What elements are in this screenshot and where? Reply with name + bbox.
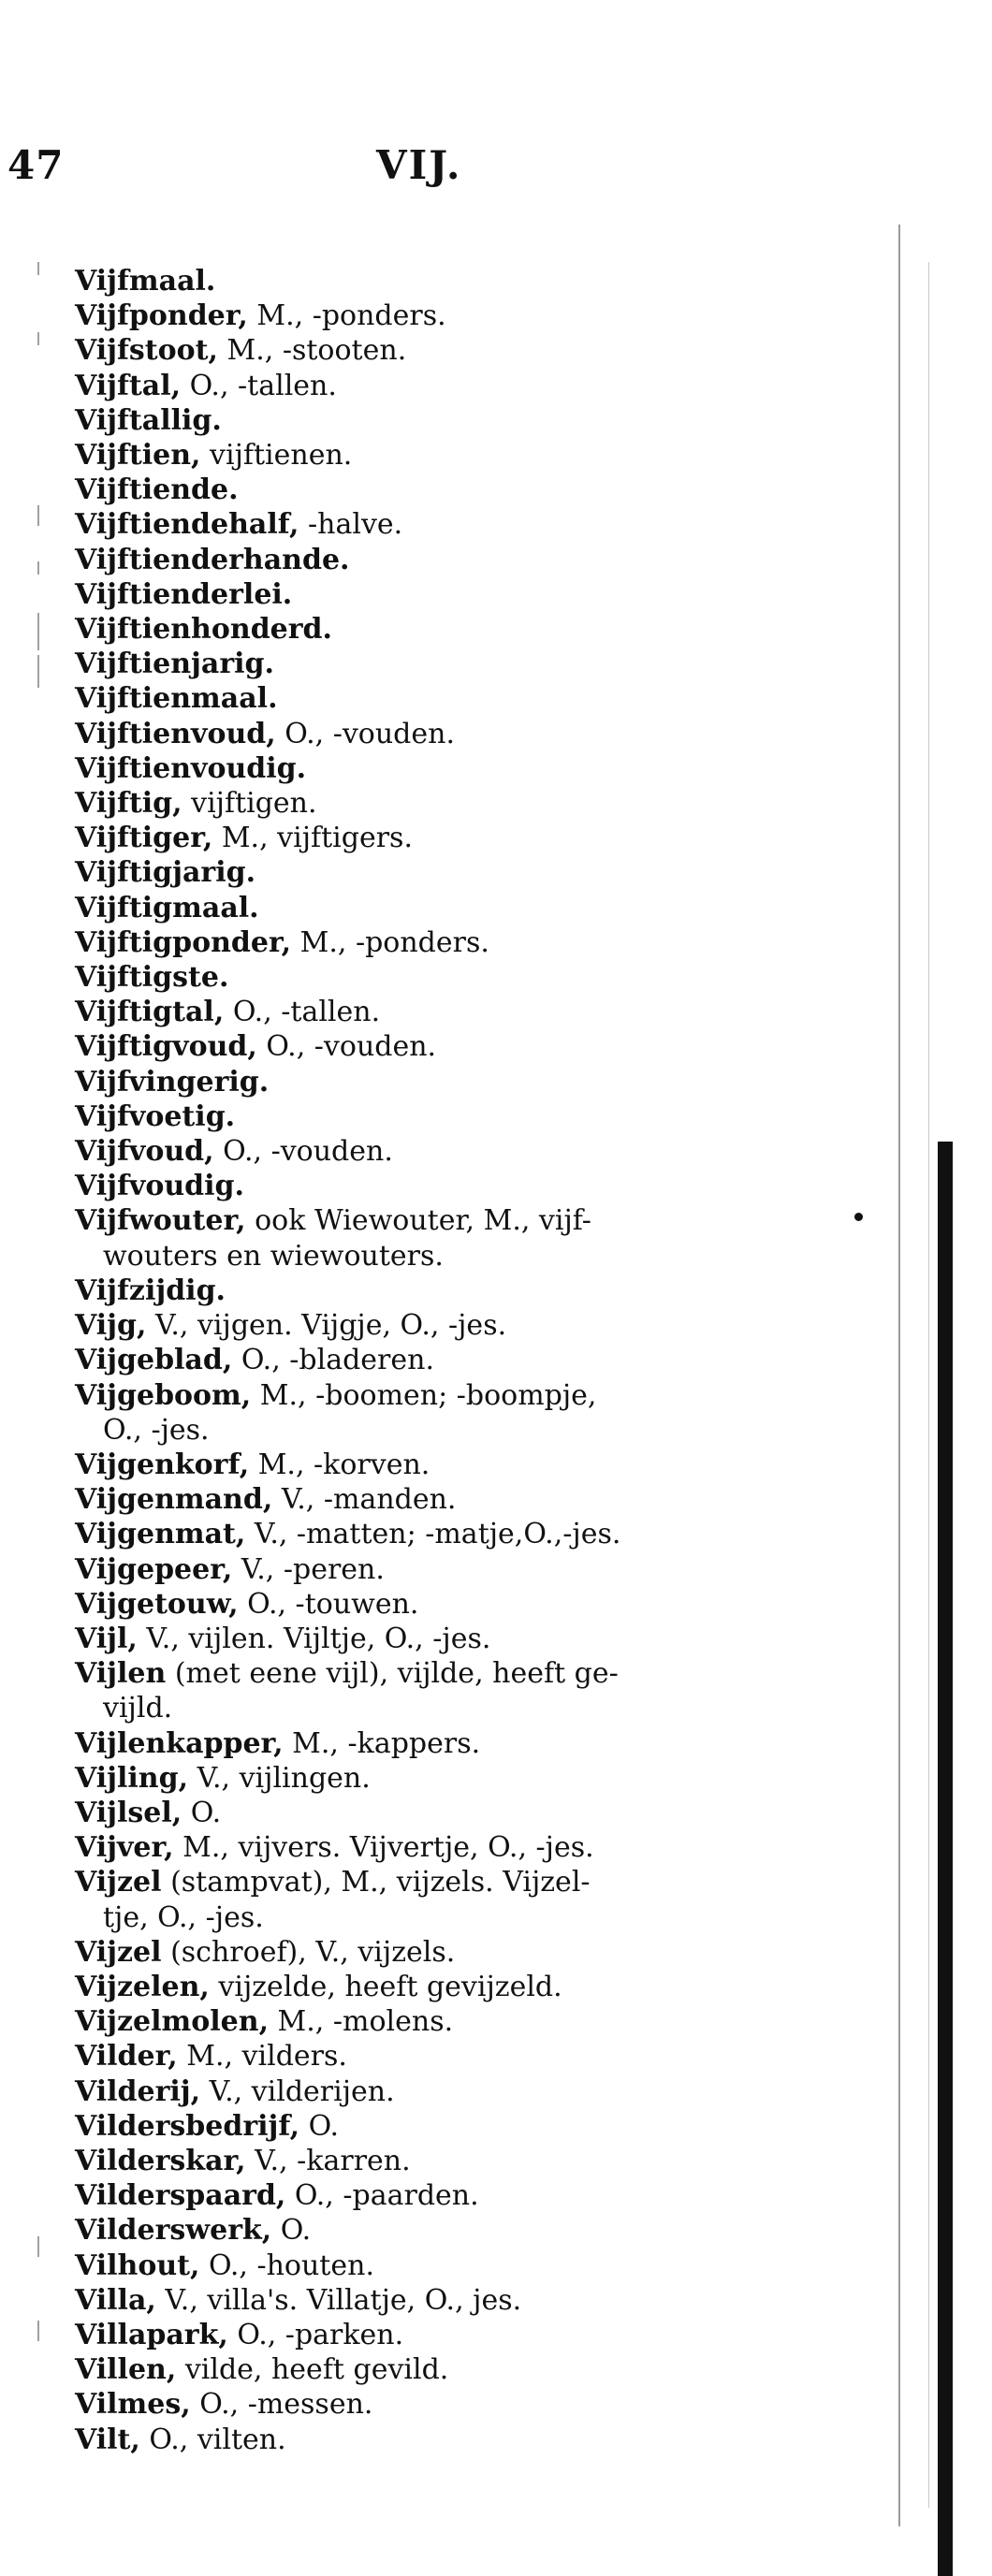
margin-mark [37, 262, 39, 275]
dictionary-entry [75, 1308, 767, 1343]
entry-definition: O., -messen. [190, 2388, 373, 2422]
entry-headword: Vijgenmand, [75, 1483, 273, 1517]
dictionary-entry [75, 438, 767, 473]
entry-headword: Vijgepeer, [75, 1552, 233, 1586]
entry-definition: V., -peren. [232, 1552, 385, 1586]
entry-definition: M., vijftigers. [212, 822, 413, 855]
entry-definition: V., -matten; -matje,O.,-jes. [245, 1518, 621, 1551]
dictionary-entry [75, 264, 767, 298]
entry-headword: Vijgeblad, [75, 1344, 233, 1377]
entry-definition: M., -korven. [249, 1448, 430, 1481]
entry-definition: (schroef), V., vijzels. [161, 1935, 456, 1969]
entry-headword: Vijftallig. [75, 403, 222, 437]
dictionary-entry [75, 333, 767, 368]
dictionary-entry [75, 1552, 767, 1587]
dictionary-entry [75, 2109, 767, 2144]
margin-mark [37, 613, 39, 650]
entry-definition: (met eene vijl), vijlde, heeft ge- [166, 1657, 619, 1691]
dictionary-entry [75, 2074, 767, 2109]
dictionary-entry [75, 1273, 767, 1308]
entry-continuation [75, 1900, 767, 1935]
entry-headword: Vijlsel, [75, 1796, 182, 1829]
entry-headword: Vijzelmolen, [75, 2005, 270, 2039]
entry-definition: -halve. [299, 508, 403, 542]
dictionary-entry [75, 1099, 767, 1134]
entry-headword: Vijftienderhande. [75, 543, 350, 576]
dictionary-entry [75, 2283, 767, 2318]
running-head: VIJ. [376, 142, 462, 188]
entry-headword: Vijftienjarig. [75, 648, 274, 681]
entry-definition: M., vijvers. Vijvertje, O., -jes. [173, 1831, 594, 1865]
entry-headword: Vilderskar, [75, 2144, 246, 2177]
entry-definition: tje, O., -jes. [103, 1900, 264, 1934]
entry-headword: Vijftiendehalf, [75, 508, 299, 542]
entry-headword: Villen, [75, 2353, 177, 2387]
entry-headword: Vilder, [75, 2040, 178, 2074]
entry-definition: vijld. [103, 1692, 173, 1725]
entry-definition: M., -kappers. [283, 1726, 481, 1760]
entry-continuation [75, 1239, 767, 1273]
dictionary-entry [75, 2352, 767, 2387]
margin-mark [37, 655, 39, 688]
dictionary-entry [75, 1726, 767, 1761]
entry-headword: Vijftig, [75, 787, 182, 821]
dictionary-entry [75, 543, 767, 577]
entry-headword: Vijftienhonderd. [75, 613, 332, 647]
dictionary-entry [75, 1761, 767, 1796]
dictionary-entry [75, 612, 767, 647]
entry-headword: Vijzel [75, 1935, 162, 1969]
entry-headword: Vijgetouw, [75, 1587, 239, 1621]
dictionary-entry [75, 786, 767, 821]
dictionary-entry [75, 960, 767, 995]
dictionary-entry [75, 2144, 767, 2178]
dictionary-entry [75, 298, 767, 333]
dictionary-entry [75, 1378, 767, 1413]
page-number: 47 [7, 142, 65, 188]
dictionary-entry [75, 1865, 767, 1899]
entry-headword: Vijftienvoudig. [75, 751, 307, 785]
entry-headword: Villa, [75, 2283, 156, 2317]
entry-definition: O., vilten. [139, 2423, 286, 2456]
dictionary-entry [75, 2423, 767, 2457]
entry-headword: Vijftigtal, [75, 996, 225, 1029]
entry-definition: vijftigen. [182, 787, 317, 821]
entry-headword: Vijzel [75, 1866, 162, 1899]
entry-definition: V., vijlingen. [188, 1761, 371, 1795]
dictionary-entry [75, 855, 767, 890]
entry-headword: Vijlenkapper, [75, 1726, 284, 1760]
entry-headword: Vijftigste. [75, 961, 229, 995]
entry-headword: Vilmes, [75, 2388, 191, 2422]
margin-mark [37, 505, 39, 526]
entry-headword: Vijftigponder, [75, 925, 292, 959]
entry-headword: Vijver, [75, 1831, 174, 1865]
entry-definition: M., -ponders. [247, 299, 446, 333]
dictionary-entry [75, 995, 767, 1029]
entry-definition: vijftienen. [200, 439, 353, 473]
dictionary-entry [75, 925, 767, 960]
entry-definition: O., -parken. [227, 2318, 404, 2351]
entry-definition: O., -tallen. [224, 996, 381, 1029]
margin-mark [37, 332, 39, 345]
entry-definition: O., -touwen. [238, 1587, 419, 1621]
entry-headword: Vijfvoetig. [75, 1099, 236, 1133]
dictionary-entry [75, 2039, 767, 2074]
dictionary-entry [75, 717, 767, 751]
entry-definition: O., -houten. [199, 2249, 374, 2282]
dictionary-entry [75, 2213, 767, 2248]
entry-definition: M., vilders. [177, 2040, 347, 2074]
entry-definition: V., -manden. [272, 1483, 457, 1517]
entry-headword: Vijfvoud, [75, 1135, 214, 1169]
page-edge-line [928, 262, 929, 2508]
entry-headword: Vijgeboom, [75, 1378, 252, 1412]
margin-mark [37, 2236, 39, 2257]
dictionary-entry [75, 2387, 767, 2422]
entry-headword: Vijg, [75, 1309, 147, 1343]
entry-definition: V., vilderijen. [200, 2074, 395, 2108]
dictionary-entry [75, 1343, 767, 1377]
entry-headword: Vijgenkorf, [75, 1448, 250, 1481]
dictionary-entry [75, 1448, 767, 1482]
entry-headword: Vijftienvoud, [75, 717, 276, 750]
dictionary-entry [75, 577, 767, 612]
entry-headword: Vilderspaard, [75, 2179, 286, 2213]
entry-headword: Vijfponder, [75, 299, 248, 333]
dictionary-entry [75, 1065, 767, 1099]
entry-continuation [75, 1691, 767, 1725]
entry-continuation [75, 1413, 767, 1448]
entry-definition: M., -ponders. [291, 925, 489, 959]
dictionary-entry [75, 1482, 767, 1517]
entry-definition: V., villa's. Villatje, O., jes. [155, 2283, 522, 2317]
entry-headword: Vildersbedrijf, [75, 2109, 300, 2143]
entry-headword: Vijlen [75, 1657, 167, 1691]
entry-headword: Vijling, [75, 1761, 189, 1795]
entry-headword: Vijfmaal. [75, 265, 216, 298]
bullet-mark [854, 1213, 863, 1221]
entry-headword: Vijftigvoud, [75, 1030, 257, 1064]
entry-headword: Vilderswerk, [75, 2214, 272, 2248]
entry-headword: Vijftien, [75, 439, 201, 473]
dictionary-entry [75, 507, 767, 542]
entry-definition: V., vijlen. Vijltje, O., -jes. [137, 1622, 491, 1655]
dictionary-entry [75, 2004, 767, 2039]
entry-definition: O., -paarden. [285, 2179, 479, 2213]
dictionary-entry [75, 473, 767, 507]
dictionary-entries [75, 264, 767, 2457]
entry-definition: O., -vouden. [256, 1030, 437, 1064]
dictionary-entry [75, 1134, 767, 1169]
dictionary-entry [75, 891, 767, 925]
entry-definition: M., -stooten. [217, 334, 407, 368]
page-header [0, 142, 992, 198]
dictionary-entry [75, 647, 767, 681]
column-rule [898, 225, 900, 2526]
page-edge-shadow [938, 1142, 953, 2576]
entry-headword: Vilt, [75, 2423, 140, 2456]
dictionary-entry [75, 2318, 767, 2352]
dictionary-entry [75, 1830, 767, 1865]
entry-headword: Vijfzijdig. [75, 1273, 226, 1307]
dictionary-entry [75, 1935, 767, 1970]
entry-definition: V., -karren. [245, 2144, 411, 2177]
entry-definition: O., -bladeren. [232, 1344, 435, 1377]
entry-headword: Vijgenmat, [75, 1518, 246, 1551]
entry-definition: O. [299, 2109, 340, 2143]
entry-headword: Vilhout, [75, 2249, 200, 2282]
entry-definition: O., -jes. [103, 1413, 210, 1447]
dictionary-entry [75, 2249, 767, 2283]
entry-definition: O. [182, 1796, 222, 1829]
margin-mark [37, 2321, 39, 2341]
entry-headword: Vijftigmaal. [75, 891, 259, 924]
entry-headword: Vijftiger, [75, 822, 213, 855]
dictionary-entry [75, 369, 767, 403]
entry-definition: V., vijgen. Vijgje, O., -jes. [146, 1309, 507, 1343]
margin-mark [37, 561, 39, 575]
entry-headword: Vijfwouter, [75, 1204, 246, 1238]
entry-definition: M., -molens. [269, 2005, 454, 2039]
dictionary-entry [75, 1517, 767, 1551]
dictionary-entry [75, 403, 767, 438]
entry-headword: Vijftigjarig. [75, 856, 256, 890]
entry-headword: Vijl, [75, 1622, 138, 1655]
entry-definition: M., -boomen; -boompje, [251, 1378, 597, 1412]
entry-headword: Vijfstoot, [75, 334, 218, 368]
dictionary-entry [75, 821, 767, 855]
dictionary-entry [75, 1656, 767, 1691]
dictionary-entry [75, 1203, 767, 1238]
entry-headword: Vijzelen, [75, 1970, 210, 2003]
dictionary-entry [75, 1970, 767, 2004]
entry-definition: ook Wiewouter, M., vijf- [245, 1204, 591, 1238]
dictionary-entry [75, 1029, 767, 1064]
entry-definition: vijzelde, heeft gevijzeld. [209, 1970, 562, 2003]
dictionary-entry [75, 681, 767, 716]
entry-definition: wouters en wiewouters. [103, 1239, 444, 1273]
dictionary-entry [75, 1622, 767, 1656]
entry-definition: (stampvat), M., vijzels. Vijzel- [161, 1866, 591, 1899]
dictionary-entry [75, 1169, 767, 1203]
entry-definition: O. [271, 2214, 312, 2248]
entry-definition: O., -vouden. [213, 1135, 393, 1169]
dictionary-entry [75, 1796, 767, 1830]
dictionary-entry [75, 2178, 767, 2213]
entry-headword: Villapark, [75, 2318, 228, 2351]
entry-headword: Vilderij, [75, 2074, 201, 2108]
entry-headword: Vijftienderlei. [75, 577, 293, 611]
entry-headword: Vijftienmaal. [75, 682, 278, 716]
dictionary-entry [75, 751, 767, 786]
entry-definition: O., -tallen. [181, 369, 337, 402]
dictionary-entry [75, 1587, 767, 1622]
entry-headword: Vijftal, [75, 369, 182, 402]
entry-headword: Vijfvingerig. [75, 1065, 270, 1099]
entry-definition: O., -vouden. [275, 717, 455, 750]
entry-headword: Vijftiende. [75, 473, 239, 507]
entry-headword: Vijfvoudig. [75, 1170, 244, 1203]
entry-definition: vilde, heeft gevild. [176, 2353, 449, 2387]
